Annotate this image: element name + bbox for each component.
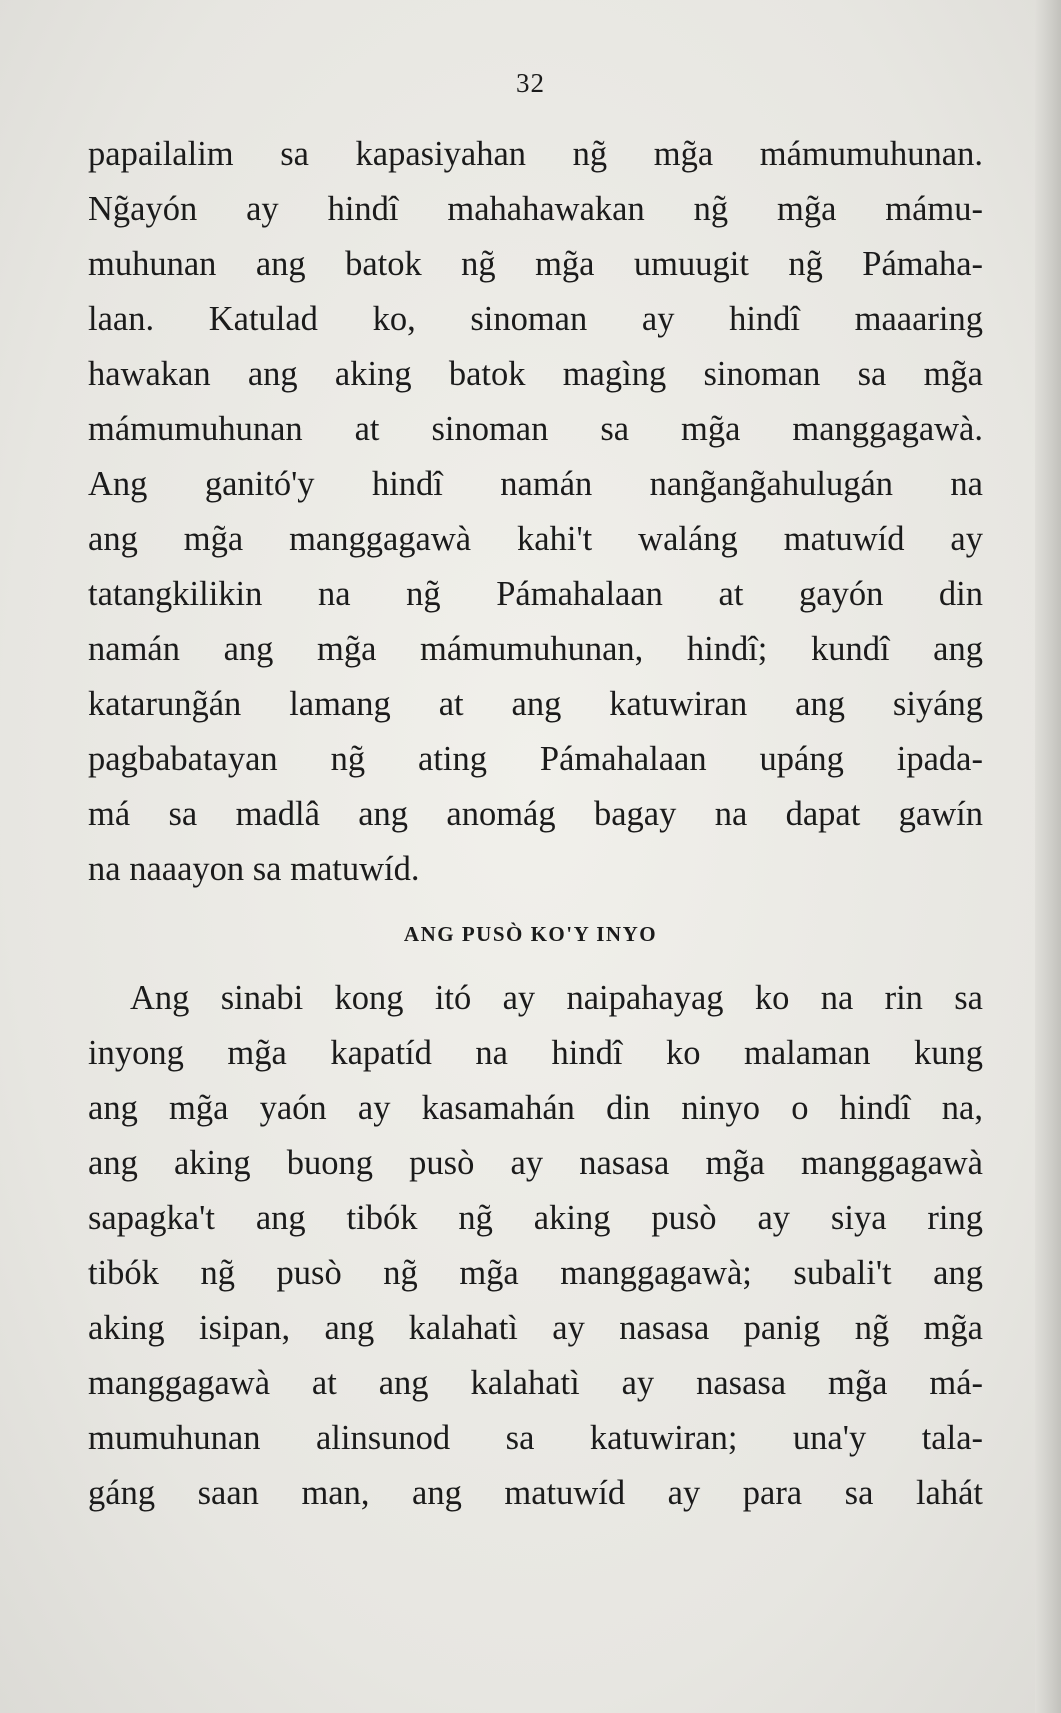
text-line: laan. Katulad ko, sinoman ay hindî maaaring: [88, 300, 983, 338]
page-edge-shadow: [1035, 0, 1061, 1713]
section-heading: ANG PUSÒ KO'Y INYO: [403, 922, 658, 946]
text-line: tibók ng̃ pusò ng̃ mg̃a manggagawà; subali't ang: [88, 1254, 983, 1292]
text-line: aking isipan, ang kalahatì ay nasasa panig ng̃ mg̃a: [88, 1309, 983, 1347]
text-line: pagbabatayan ng̃ ating Pámahalaan upáng ipada-: [88, 740, 983, 778]
text-line: Ng̃ayón ay hindî mahahawakan ng̃ mg̃a mámu-: [88, 190, 983, 228]
text-line: Ang sinabi kong itó ay naipahayag ko na rin sa: [130, 979, 983, 1017]
text-line: namán ang mg̃a mámumuhunan, hindî; kundî ang: [88, 630, 983, 668]
page-number: 32: [516, 68, 545, 98]
text-line: sapagka't ang tibók ng̃ aking pusò ay siya ring: [88, 1199, 983, 1237]
text-line: katarung̃án lamang at ang katuwiran ang siyáng: [88, 685, 983, 723]
text-line: gáng saan man, ang matuwíd ay para sa lahát: [88, 1474, 983, 1512]
paragraph-2: [88, 971, 983, 1521]
text-line: na naaayon sa matuwíd.: [88, 850, 420, 888]
paragraph-1: [88, 127, 983, 897]
text-line: papailalim sa kapasiyahan ng̃ mg̃a mámumuhunan.: [88, 135, 983, 173]
text-line: mumuhunan alinsunod sa katuwiran; una'y tala-: [88, 1419, 983, 1457]
text-line: ang mg̃a manggagawà kahi't waláng matuwíd ay: [88, 520, 983, 558]
text-line: muhunan ang batok ng̃ mg̃a umuugit ng̃ Pámaha-: [88, 245, 983, 283]
text-line: manggagawà at ang kalahatì ay nasasa mg̃a má-: [88, 1364, 983, 1402]
text-line: mámumuhunan at sinoman sa mg̃a manggagawà.: [88, 410, 983, 448]
text-line: tatangkilikin na ng̃ Pámahalaan at gayón din: [88, 575, 983, 613]
text-line: ang aking buong pusò ay nasasa mg̃a manggagawà: [88, 1144, 983, 1182]
text-line: ang mg̃a yaón ay kasamahán din ninyo o hindî na,: [88, 1089, 983, 1127]
text-line: Ang ganitó'y hindî namán nang̃ang̃ahulugán na: [88, 465, 983, 503]
text-line: má sa madlâ ang anomág bagay na dapat gawín: [88, 795, 983, 833]
text-line: inyong mg̃a kapatíd na hindî ko malaman kung: [88, 1034, 983, 1072]
text-line: hawakan ang aking batok magìng sinoman sa mg̃a: [88, 355, 983, 393]
